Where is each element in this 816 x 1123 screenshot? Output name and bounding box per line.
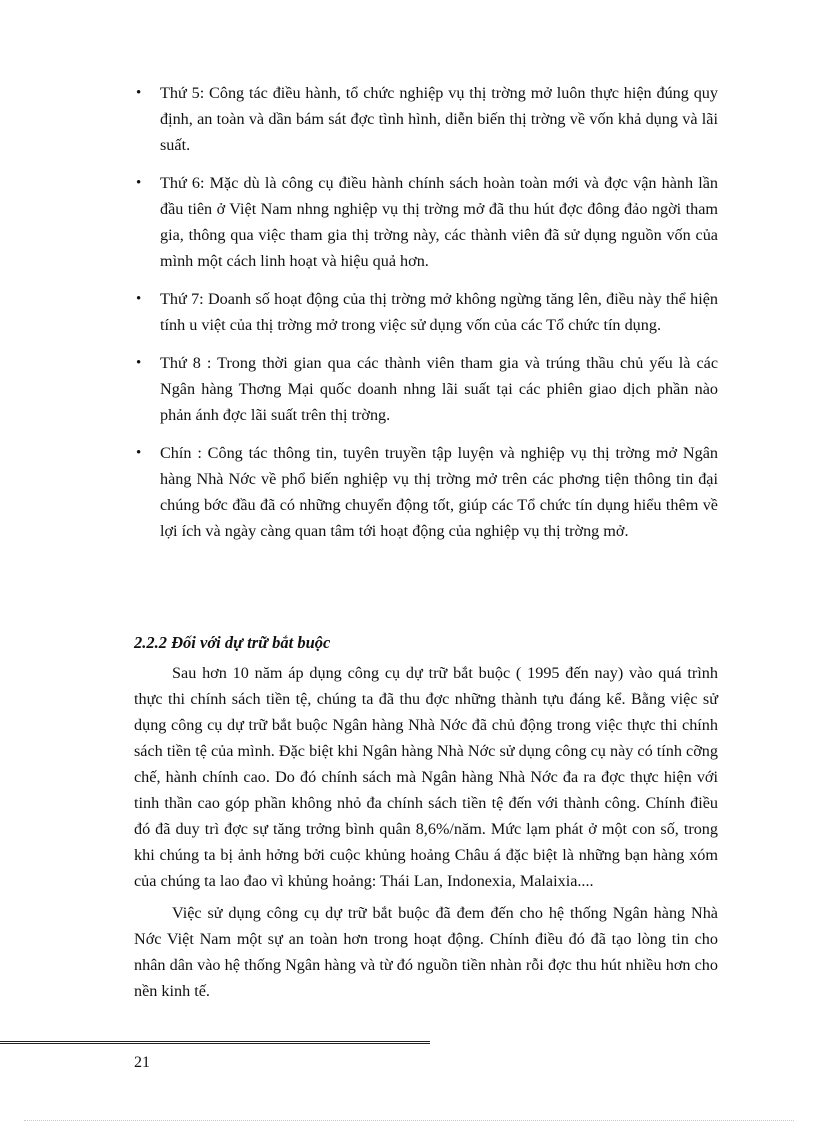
section-heading: 2.2.2 Đối với dự trữ bắt buộc [134, 633, 331, 652]
bullet-dot-icon: • [136, 175, 142, 191]
bullet-dot-icon: • [136, 85, 142, 101]
bullet-text: Thứ 7: Doanh số hoạt động của thị trờng mở không ngừng tăng lên, điều này thể hiện tính u việt của thị trờng mở trong việc sử dụng vốn của các Tổ chức tín dụng. [160, 290, 718, 334]
bullet-text: Thứ 5: Công tác điều hành, tổ chức nghiệp vụ thị trờng mở luôn thực hiện đúng quy định, an toàn và dần bám sát đợc tình hình, diễn biến thị trờng về vốn khả dụng và lãi suất. [160, 84, 718, 154]
bullet-text: Thứ 6: Mặc dù là công cụ điều hành chính sách hoàn toàn mới và đợc vận hành lần đầu tiên ở Việt Nam nhng nghiệp vụ thị trờng mở đã thu hút đợc đông đảo ngời tham gia, thông qua việc tham gia thị trờng này, các thành viên đã sử dụng nguồn vốn của mình một cách linh hoạt và hiệu quả hơn. [160, 174, 718, 270]
bullet-item [134, 350, 718, 428]
page-edge-divider [24, 1120, 794, 1121]
bullet-dot-icon: • [136, 291, 142, 307]
body-text [134, 660, 718, 1010]
footer-rule [0, 1041, 430, 1044]
page-number: 21 [134, 1054, 150, 1071]
bullet-text: Thứ 8 : Trong thời gian qua các thành viên tham gia và trúng thầu chủ yếu là các Ngân hàng Thơng Mại quốc doanh nhng lãi suất tại các phiên giao dịch phần nào phản ánh đợc lãi suất trên thị trờng. [160, 354, 718, 424]
paragraph: Sau hơn 10 năm áp dụng công cụ dự trữ bắt buộc ( 1995 đến nay) vào quá trình thực thi chính sách tiền tệ, chúng ta đã thu đợc những thành tựu đáng kể. Bằng việc sử dụng công cụ dự trữ bắt buộc Ngân hàng Nhà Nớc đã chủ động trong việc thực thi chính sách tiền tệ của mình. Đặc biệt khi Ngân hàng Nhà Nớc sử dụng công cụ này có tính cỡng chế, hành chính cao. Do đó chính sách mà Ngân hàng Nhà Nớc đa ra đợc thực hiện với tinh thần cao góp phần không nhỏ đa chính sách tiền tệ đến với thành công. Chính điều đó đã duy trì đợc sự tăng trởng bình quân 8,6%/năm. Mức lạm phát ở một con số, trong khi chúng ta bị ảnh hởng bởi cuộc khủng hoảng Châu á đặc biệt là những bạn hàng xóm của chúng ta lao đao vì khủng hoảng: Thái Lan, Indonexia, Malaixia.... [134, 664, 718, 890]
bullet-item [134, 440, 718, 544]
bullet-item [134, 170, 718, 274]
bullet-item [134, 80, 718, 158]
bullet-item [134, 286, 718, 338]
bullet-dot-icon: • [136, 445, 142, 461]
paragraph: Việc sử dụng công cụ dự trữ bắt buộc đã đem đến cho hệ thống Ngân hàng Nhà Nớc Việt Nam một sự an toàn hơn trong hoạt động. Chính điều đó đã tạo lòng tin cho nhân dân vào hệ thống Ngân hàng và từ đó nguồn tiền nhàn rỗi đợc thu hút nhiều hơn cho nền kinh tế. [134, 904, 718, 1000]
bullet-dot-icon: • [136, 355, 142, 371]
bullet-text: Chín : Công tác thông tin, tuyên truyền tập luyện và nghiệp vụ thị trờng mở Ngân hàng Nhà Nớc về phổ biến nghiệp vụ thị trờng mở trên các phơng tiện thông tin đại chúng bớc đầu đã có những chuyển động tốt, giúp các Tổ chức tín dụng hiểu thêm về lợi ích và ngày càng quan tâm tới hoạt động của nghiệp vụ thị trờng mở. [160, 444, 718, 540]
bullet-list [134, 80, 718, 556]
